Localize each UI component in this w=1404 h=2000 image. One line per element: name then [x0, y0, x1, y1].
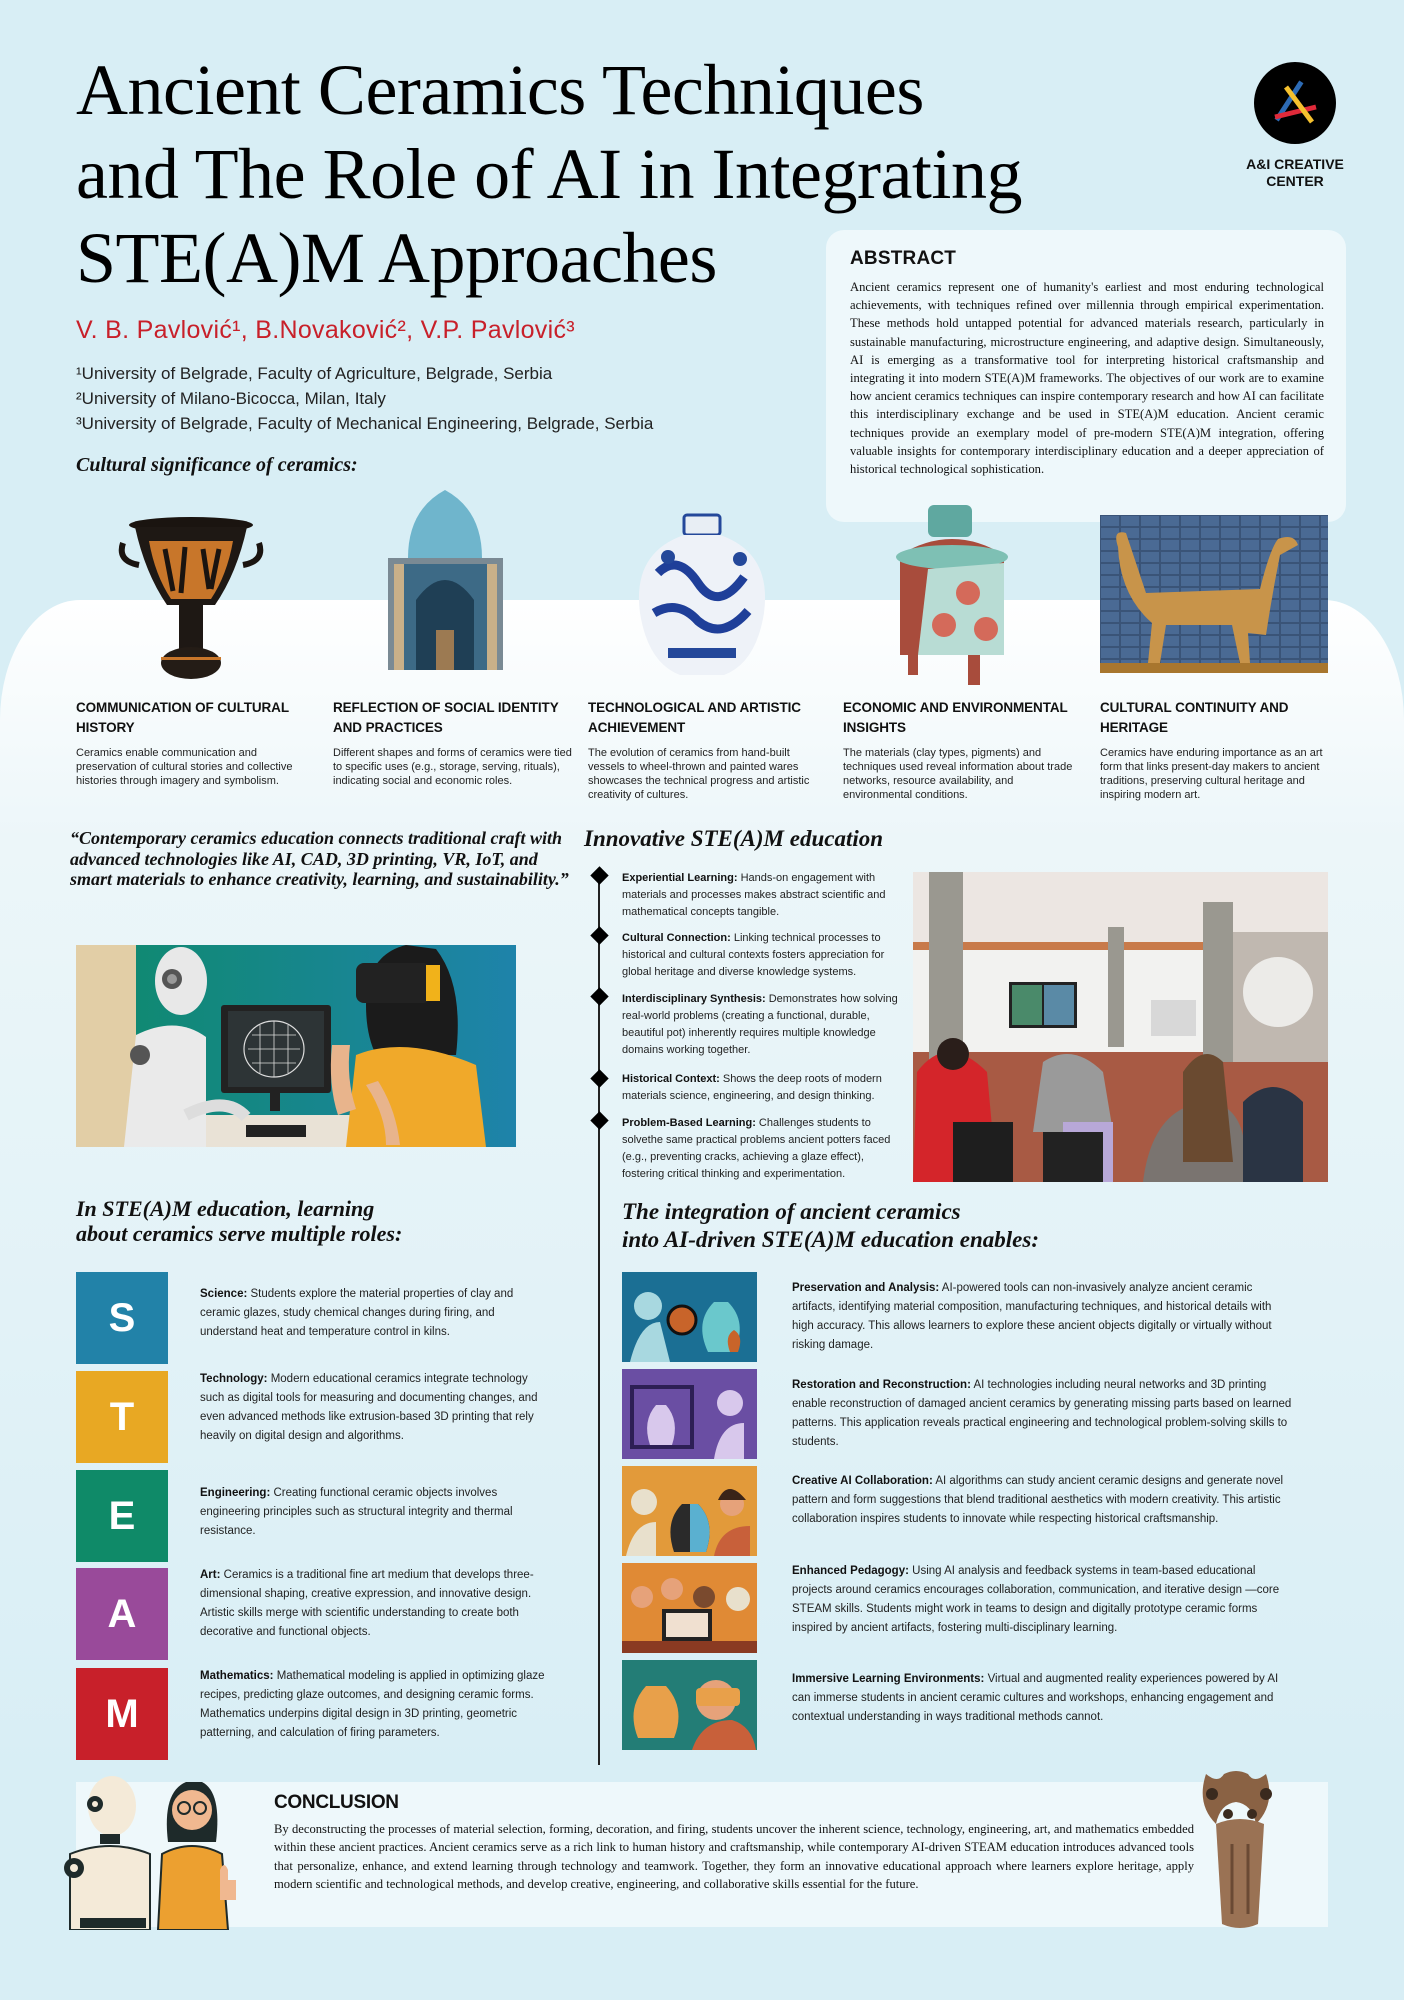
conclusion-text: By deconstructing the processes of material selection, forming, decoration, and firing, students uncover the inherent science, technology, engineering, art, and mathematics embedded within these ancient practices. Ancient ceramics serve as a rich link to human history and craftsmanship, while contemporary AI-driven STEAM education introduces advanced tools that personalize, enhance, and extend learning through technology and teamwork. Together, they form an innovative educational approach where learners explore heritage, apply modern scientific and technological methods, and develop creative, engineering, and collaborative skills essential for the future. [274, 1822, 1194, 1891]
significance-item [588, 698, 828, 802]
logo [1240, 62, 1350, 190]
significance-text: The materials (clay types, pigments) and techniques used reveal information about trade networks, resource availability, and environmental conditions. [843, 747, 1073, 801]
significance-item [333, 698, 573, 788]
significance-text: Ceramics have enduring importance as an art form that links present-day makers to ancient traditions, preserving cultural heritage and inspiring modern art. [1100, 747, 1323, 801]
significance-item [843, 698, 1083, 802]
affiliation-1: ¹University of Belgrade, Faculty of Agriculture, Belgrade, Serbia [76, 364, 553, 383]
steam-heading: In STE(A)M education, learning about ceramics serve multiple roles: [76, 1196, 403, 1246]
innovative-item: Problem-Based Learning: Challenges students to solvethe same practical problems ancient potters faced (e.g., preventing cracks, achieving a glaze effect), fostering critical thinking and experimentation. [622, 1117, 891, 1180]
innovative-item: Historical Context: Shows the deep roots of modern materials science, engineering, and design thinking. [622, 1073, 882, 1102]
steam-technology-text: Technology: Modern educational ceramics integrate technology such as digital tools for measuring and documenting changes, and even advanced methods like extrusion-based 3D printing that rely heavily on digital design and algorithms. [200, 1373, 538, 1442]
innovative-item: Cultural Connection: Linking technical processes to historical and cultural contexts fosters appreciation for global heritage and diverse knowledge systems. [622, 932, 885, 978]
integration-creative-text: Creative AI Collaboration: AI algorithms can study ancient ceramic designs and generate novel pattern and form suggestions that blend traditional aesthetics with modern creativity. This artistic collaboration inspires students to innovate while respecting historical craftsmanship. [792, 1475, 1284, 1525]
ai-restoration-illustration [622, 1369, 757, 1459]
logo-text: A&I CREATIVE CENTER [1246, 156, 1344, 189]
innovative-item: Interdisciplinary Synthesis: Demonstrates how solving real-world problems (creating a functional, durable, beautiful pot) inherently requires multiple knowledge domains working together. [622, 993, 898, 1056]
significance-text: The evolution of ceramics from hand-built vessels to wheel-thrown and painted wares showcases the technical progress and artistic creativity of cultures. [588, 747, 810, 801]
jomon-pottery-image [1192, 1764, 1287, 1934]
blue-white-dragon-vase-image [628, 513, 776, 677]
innovative-heading: Innovative STE(A)M education [584, 826, 884, 851]
creative-ai-collaboration-illustration [622, 1466, 757, 1556]
classroom-photo [913, 872, 1328, 1182]
painted-ceramic-vessel-image [888, 505, 1018, 685]
logo-mark-icon [1254, 62, 1336, 144]
integration-preservation-text: Preservation and Analysis: AI-powered tools can non-invasively analyze ancient ceramic artifacts, identifying material composition, manufacturing techniques, and historical details with high accuracy. This allows learners to explore these ancient objects digitally or virtually without risking damage. [792, 1282, 1272, 1351]
conclusion-heading: CONCLUSION [274, 1792, 399, 1813]
integration-immersive-text: Immersive Learning Environments: Virtual and augmented reality experiences powered by AI can immerse students in ancient ceramic cultures and workshops, enhancing engagement and contextual understanding in ways traditional methods cannot. [792, 1673, 1279, 1723]
steam-art-text: Art: Ceramics is a traditional fine art medium that develops three-dimensional shaping, creative expression, and innovative design. Artistic skills merge with scientific understanding to create both decorative and functional objects. [200, 1569, 534, 1638]
ai-preservation-illustration [622, 1272, 757, 1362]
significance-title: TECHNOLOGICAL AND ARTISTIC ACHIEVEMENT [588, 700, 801, 735]
title-line-2: and The Role of AI in Integrating [76, 134, 1022, 214]
steam-letter-m: M [76, 1668, 168, 1760]
significance-text: Ceramics enable communication and preservation of cultural stories and collective histories through imagery and symbolism. [76, 747, 293, 787]
integration-pedagogy-text: Enhanced Pedagogy: Using AI analysis and feedback systems in team-based educational projects around ceramics encourages collaboration, communication, and iterative design —core STEAM skills. Students might work in teams to design and digitally prototype ceramic forms inspired by ancient artifacts, fostering multi-disciplinary learning. [792, 1565, 1280, 1634]
robot-vr-illustration [76, 945, 516, 1147]
ishtar-gate-dragon-tile-image [1100, 515, 1328, 673]
enhanced-pedagogy-illustration [622, 1563, 757, 1653]
significance-text: Different shapes and forms of ceramics were tied to specific uses (e.g., storage, serving, rituals), indicating social and economic roles. [333, 747, 572, 787]
immersive-learning-illustration [622, 1660, 757, 1750]
abstract-heading: ABSTRACT [850, 248, 957, 269]
steam-letter-a: A [76, 1568, 168, 1660]
significance-title: REFLECTION OF SOCIAL IDENTITY AND PRACTICES [333, 700, 559, 735]
integration-restoration-text: Restoration and Reconstruction: AI technologies including neural networks and 3D printing enable reconstruction of damaged ancient ceramics by generating missing parts based on learned patterns. This application reveals practical engineering and technological problem-solving skills to students. [792, 1379, 1292, 1448]
affiliation-2: ²University of Milano-Bicocca, Milan, Italy [76, 389, 386, 408]
affiliation-3: ³University of Belgrade, Faculty of Mechanical Engineering, Belgrade, Serbia [76, 414, 654, 433]
steam-engineering-text: Engineering: Creating functional ceramic objects involves engineering principles such as structural integrity and thermal resistance. [200, 1487, 513, 1537]
steam-science-text: Science: Students explore the material properties of clay and ceramic glazes, study chemical changes during firing, and understand heat and temperature control in kilns. [200, 1288, 514, 1338]
abstract-box [826, 230, 1346, 522]
greek-krater-image [115, 513, 267, 681]
robot-and-student-illustration [50, 1770, 265, 1930]
significance-title: COMMUNICATION OF CULTURAL HISTORY [76, 700, 289, 735]
significance-item [76, 698, 316, 788]
innovative-item: Experiential Learning: Hands-on engagement with materials and processes makes abstract scientific and mathematical concepts tangible. [622, 872, 886, 918]
integration-heading: The integration of ancient ceramics into AI-driven STE(A)M education enables: [622, 1199, 1039, 1252]
title-line-3: STE(A)M Approaches [76, 218, 717, 298]
significance-title: ECONOMIC AND ENVIRONMENTAL INSIGHTS [843, 700, 1068, 735]
title-line-1: Ancient Ceramics Techniques [76, 50, 924, 130]
steam-letter-t: T [76, 1371, 168, 1463]
steam-letter-e: E [76, 1470, 168, 1562]
quote: “Contemporary ceramics education connects traditional craft with advanced technologies like AI, CAD, 3D printing, VR, IoT, and smart materials to enhance creativity, learning, and sustainability.” [70, 828, 569, 889]
significance-item [1100, 698, 1340, 802]
significance-title: CULTURAL CONTINUITY AND HERITAGE [1100, 700, 1289, 735]
steam-letter-s: S [76, 1272, 168, 1364]
mosque-tilework-image [388, 490, 503, 670]
authors: V. B. Pavlović¹, B.Novaković², V.P. Pavlović³ [76, 316, 575, 344]
abstract-text: Ancient ceramics represent one of humanity's earliest and most enduring technological achievements, with techniques refined over millennia through empirical experimentation. These methods hold untapped potential for advanced materials research, particularly in sustainable manufacturing, microstructure engineering, and adaptive design. Simultaneously, AI is emerging as a transformative tool for interpreting historical craftsmanship and integrating it into modern STE(A)M frameworks. The objectives of our work are to examine how ancient ceramics techniques can inspire contemporary research and how AI can facilitate this interdisciplinary exchange and be used in STE(A)M education. Ancient ceramic techniques provide an exemplary model of pre-modern STE(A)M integration, offering valuable insights for contemporary interdisciplinary education and a deeper appreciation of historical technological sophistication. [850, 280, 1324, 477]
steam-mathematics-text: Mathematics: Mathematical modeling is applied in optimizing glaze recipes, predicting glaze outcomes, and designing ceramic forms. Mathematics underpins digital design in 3D printing, geometric patterning, and calculation of firing parameters. [200, 1670, 545, 1739]
cultural-significance-heading: Cultural significance of ceramics: [76, 454, 358, 476]
